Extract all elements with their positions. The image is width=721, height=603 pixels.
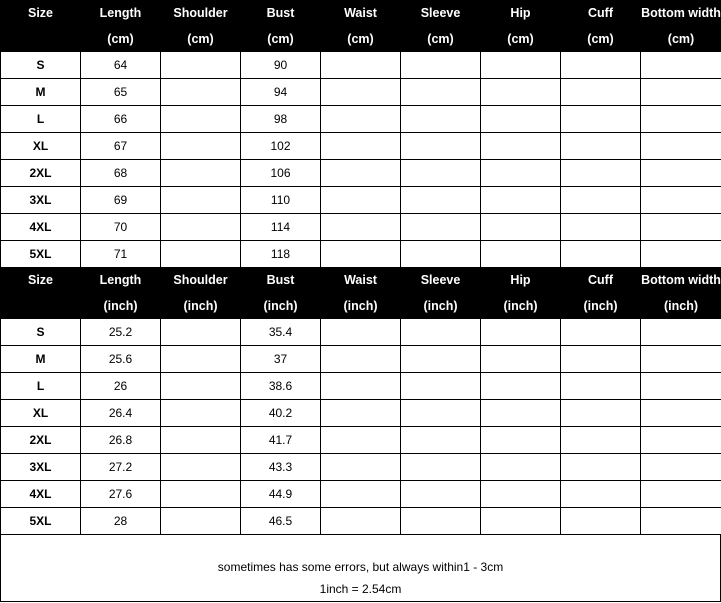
measurement-cell bbox=[401, 427, 481, 454]
size-label: 2XL bbox=[1, 160, 81, 187]
measurement-cell: 66 bbox=[81, 106, 161, 133]
header-row bbox=[1, 1, 721, 26]
unit-conversion-note: 1inch = 2.54cm bbox=[319, 582, 402, 596]
measurement-error-note: sometimes has some errors, but always within1 - 3cm bbox=[217, 560, 504, 574]
measurement-cell bbox=[641, 508, 721, 535]
column-header: Waist bbox=[321, 1, 401, 26]
measurement-cell bbox=[321, 373, 401, 400]
column-header: Shoulder bbox=[161, 268, 241, 293]
column-unit: (cm) bbox=[161, 26, 241, 52]
size-label: 5XL bbox=[1, 241, 81, 268]
table-row bbox=[1, 427, 721, 454]
size-label: 3XL bbox=[1, 187, 81, 214]
column-header: Size bbox=[1, 1, 81, 26]
measurement-cell bbox=[481, 400, 561, 427]
measurement-cell bbox=[561, 400, 641, 427]
size-label: 3XL bbox=[1, 454, 81, 481]
table-row bbox=[1, 454, 721, 481]
table-row bbox=[1, 214, 721, 241]
measurement-cell: 43.3 bbox=[241, 454, 321, 481]
measurement-cell bbox=[401, 454, 481, 481]
measurement-cell bbox=[561, 454, 641, 481]
measurement-cell bbox=[481, 241, 561, 268]
measurement-cell: 26.4 bbox=[81, 400, 161, 427]
measurement-cell bbox=[481, 214, 561, 241]
measurement-cell: 94 bbox=[241, 79, 321, 106]
measurement-cell bbox=[481, 346, 561, 373]
measurement-cell bbox=[401, 106, 481, 133]
table-row bbox=[1, 481, 721, 508]
measurement-cell: 114 bbox=[241, 214, 321, 241]
measurement-cell bbox=[321, 160, 401, 187]
size-label: 5XL bbox=[1, 508, 81, 535]
measurement-cell: 28 bbox=[81, 508, 161, 535]
measurement-cell bbox=[161, 187, 241, 214]
measurement-cell: 90 bbox=[241, 52, 321, 79]
column-header: Length bbox=[81, 268, 161, 293]
measurement-cell bbox=[321, 106, 401, 133]
measurement-cell bbox=[401, 373, 481, 400]
measurement-cell bbox=[161, 214, 241, 241]
measurement-cell bbox=[641, 454, 721, 481]
measurement-cell bbox=[161, 160, 241, 187]
measurement-cell: 106 bbox=[241, 160, 321, 187]
measurement-cell bbox=[161, 400, 241, 427]
measurement-cell bbox=[321, 214, 401, 241]
size-label: 4XL bbox=[1, 214, 81, 241]
column-unit: (cm) bbox=[561, 26, 641, 52]
column-unit: (inch) bbox=[641, 293, 721, 319]
measurement-cell: 118 bbox=[241, 241, 321, 268]
measurement-cell bbox=[641, 400, 721, 427]
measurement-cell: 38.6 bbox=[241, 373, 321, 400]
measurement-cell bbox=[401, 241, 481, 268]
measurement-cell bbox=[321, 508, 401, 535]
size-table-cm bbox=[0, 0, 721, 268]
measurement-cell bbox=[401, 346, 481, 373]
column-header: Bust bbox=[241, 268, 321, 293]
column-header: Hip bbox=[481, 1, 561, 26]
measurement-cell bbox=[481, 79, 561, 106]
size-label: L bbox=[1, 106, 81, 133]
table-row bbox=[1, 52, 721, 79]
measurement-cell bbox=[641, 52, 721, 79]
measurement-cell bbox=[481, 133, 561, 160]
measurement-cell bbox=[561, 106, 641, 133]
column-header: Sleeve bbox=[401, 268, 481, 293]
measurement-cell bbox=[481, 52, 561, 79]
header-row bbox=[1, 268, 721, 293]
measurement-cell bbox=[561, 241, 641, 268]
column-header: Cuff bbox=[561, 1, 641, 26]
measurement-cell bbox=[481, 319, 561, 346]
measurement-cell bbox=[161, 241, 241, 268]
column-unit: (cm) bbox=[481, 26, 561, 52]
table-row bbox=[1, 79, 721, 106]
measurement-cell bbox=[641, 160, 721, 187]
measurement-cell bbox=[641, 427, 721, 454]
table-row bbox=[1, 346, 721, 373]
measurement-cell: 65 bbox=[81, 79, 161, 106]
measurement-cell: 40.2 bbox=[241, 400, 321, 427]
measurement-cell bbox=[641, 187, 721, 214]
column-unit: (inch) bbox=[561, 293, 641, 319]
measurement-cell bbox=[401, 214, 481, 241]
measurement-cell: 69 bbox=[81, 187, 161, 214]
measurement-cell bbox=[641, 106, 721, 133]
measurement-cell bbox=[561, 52, 641, 79]
measurement-cell bbox=[321, 400, 401, 427]
measurement-cell bbox=[641, 79, 721, 106]
measurement-cell bbox=[561, 214, 641, 241]
measurement-cell bbox=[321, 52, 401, 79]
column-unit: (cm) bbox=[81, 26, 161, 52]
column-unit bbox=[1, 293, 81, 319]
measurement-cell bbox=[161, 106, 241, 133]
measurement-cell bbox=[561, 427, 641, 454]
measurement-cell bbox=[481, 454, 561, 481]
measurement-cell: 27.6 bbox=[81, 481, 161, 508]
size-label: XL bbox=[1, 133, 81, 160]
table-row bbox=[1, 133, 721, 160]
unit-row bbox=[1, 293, 721, 319]
measurement-cell bbox=[481, 427, 561, 454]
column-unit bbox=[1, 26, 81, 52]
size-label: S bbox=[1, 319, 81, 346]
measurement-cell: 37 bbox=[241, 346, 321, 373]
measurement-cell bbox=[321, 454, 401, 481]
measurement-cell bbox=[321, 241, 401, 268]
measurement-cell bbox=[321, 79, 401, 106]
measurement-cell bbox=[321, 481, 401, 508]
table-row bbox=[1, 241, 721, 268]
size-label: M bbox=[1, 79, 81, 106]
measurement-cell: 44.9 bbox=[241, 481, 321, 508]
measurement-cell: 110 bbox=[241, 187, 321, 214]
table-row bbox=[1, 508, 721, 535]
measurement-cell bbox=[321, 319, 401, 346]
measurement-cell bbox=[481, 508, 561, 535]
column-unit: (cm) bbox=[321, 26, 401, 52]
measurement-cell bbox=[481, 187, 561, 214]
measurement-cell bbox=[561, 481, 641, 508]
measurement-cell bbox=[641, 346, 721, 373]
size-label: 4XL bbox=[1, 481, 81, 508]
measurement-cell bbox=[401, 508, 481, 535]
measurement-cell bbox=[401, 481, 481, 508]
column-header: Length bbox=[81, 1, 161, 26]
measurement-cell bbox=[641, 373, 721, 400]
measurement-cell: 35.4 bbox=[241, 319, 321, 346]
table-row bbox=[1, 400, 721, 427]
column-header: Hip bbox=[481, 268, 561, 293]
measurement-cell: 25.2 bbox=[81, 319, 161, 346]
measurement-cell bbox=[561, 79, 641, 106]
measurement-cell bbox=[561, 346, 641, 373]
column-header: Bottom width bbox=[641, 268, 721, 293]
measurement-cell bbox=[641, 241, 721, 268]
measurement-cell bbox=[641, 481, 721, 508]
measurement-cell bbox=[161, 79, 241, 106]
size-label: XL bbox=[1, 400, 81, 427]
measurement-cell bbox=[161, 346, 241, 373]
measurement-cell bbox=[481, 481, 561, 508]
measurement-cell: 46.5 bbox=[241, 508, 321, 535]
table-row bbox=[1, 187, 721, 214]
measurement-cell bbox=[321, 133, 401, 160]
measurement-cell: 26.8 bbox=[81, 427, 161, 454]
measurement-cell: 67 bbox=[81, 133, 161, 160]
size-table-inch bbox=[0, 267, 721, 535]
column-header: Bust bbox=[241, 1, 321, 26]
measurement-cell: 102 bbox=[241, 133, 321, 160]
table-row bbox=[1, 106, 721, 133]
size-label: M bbox=[1, 346, 81, 373]
size-label: S bbox=[1, 52, 81, 79]
column-unit: (inch) bbox=[241, 293, 321, 319]
measurement-cell: 98 bbox=[241, 106, 321, 133]
table-row bbox=[1, 373, 721, 400]
measurement-cell bbox=[641, 133, 721, 160]
measurement-cell bbox=[561, 319, 641, 346]
measurement-cell bbox=[401, 52, 481, 79]
measurement-cell bbox=[161, 319, 241, 346]
measurement-cell bbox=[641, 214, 721, 241]
column-header: Waist bbox=[321, 268, 401, 293]
measurement-cell: 64 bbox=[81, 52, 161, 79]
measurement-cell bbox=[561, 133, 641, 160]
measurement-cell: 26 bbox=[81, 373, 161, 400]
size-label: 2XL bbox=[1, 427, 81, 454]
column-unit: (cm) bbox=[401, 26, 481, 52]
column-unit: (cm) bbox=[641, 26, 721, 52]
measurement-cell bbox=[401, 79, 481, 106]
measurement-cell bbox=[481, 160, 561, 187]
measurement-cell: 70 bbox=[81, 214, 161, 241]
measurement-cell bbox=[561, 160, 641, 187]
column-header: Cuff bbox=[561, 268, 641, 293]
measurement-cell: 41.7 bbox=[241, 427, 321, 454]
measurement-cell bbox=[561, 187, 641, 214]
measurement-cell: 25.6 bbox=[81, 346, 161, 373]
size-label: L bbox=[1, 373, 81, 400]
measurement-cell bbox=[321, 187, 401, 214]
measurement-cell bbox=[321, 346, 401, 373]
measurement-cell bbox=[561, 508, 641, 535]
column-unit: (inch) bbox=[321, 293, 401, 319]
measurement-cell bbox=[401, 160, 481, 187]
measurement-cell bbox=[161, 454, 241, 481]
measurement-cell bbox=[481, 106, 561, 133]
measurement-cell bbox=[561, 373, 641, 400]
measurement-cell bbox=[161, 508, 241, 535]
column-header: Size bbox=[1, 268, 81, 293]
column-unit: (cm) bbox=[241, 26, 321, 52]
column-unit: (inch) bbox=[161, 293, 241, 319]
column-unit: (inch) bbox=[481, 293, 561, 319]
measurement-cell: 71 bbox=[81, 241, 161, 268]
measurement-cell bbox=[481, 373, 561, 400]
measurement-cell bbox=[321, 427, 401, 454]
measurement-cell bbox=[161, 481, 241, 508]
unit-row bbox=[1, 26, 721, 52]
column-unit: (inch) bbox=[81, 293, 161, 319]
measurement-cell bbox=[161, 133, 241, 160]
measurement-cell bbox=[401, 187, 481, 214]
measurement-cell bbox=[161, 52, 241, 79]
size-note-box bbox=[0, 535, 721, 602]
measurement-cell bbox=[641, 319, 721, 346]
measurement-cell: 68 bbox=[81, 160, 161, 187]
table-row bbox=[1, 319, 721, 346]
measurement-cell: 27.2 bbox=[81, 454, 161, 481]
measurement-cell bbox=[401, 400, 481, 427]
measurement-cell bbox=[161, 373, 241, 400]
measurement-cell bbox=[401, 319, 481, 346]
column-header: Sleeve bbox=[401, 1, 481, 26]
column-header: Bottom width bbox=[641, 1, 721, 26]
table-row bbox=[1, 160, 721, 187]
column-header: Shoulder bbox=[161, 1, 241, 26]
column-unit: (inch) bbox=[401, 293, 481, 319]
measurement-cell bbox=[161, 427, 241, 454]
measurement-cell bbox=[401, 133, 481, 160]
